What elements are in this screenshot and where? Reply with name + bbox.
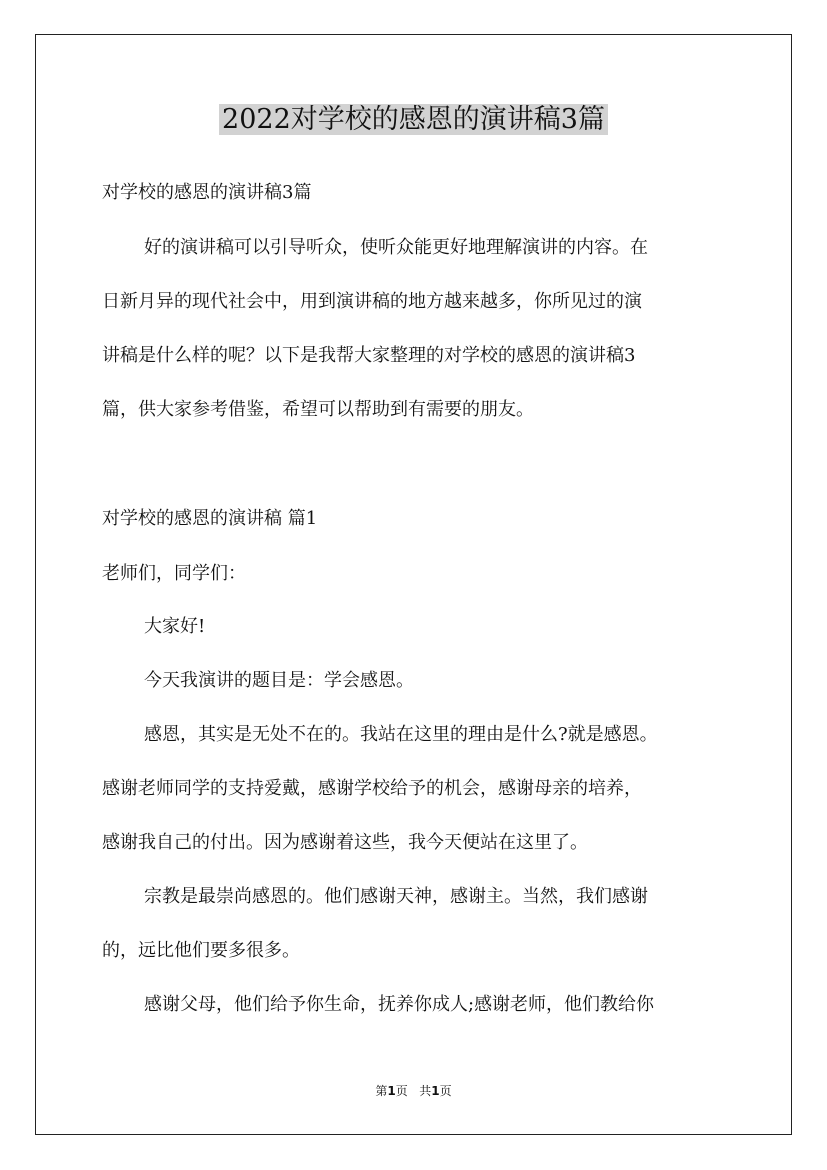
body-line-7: 的，远比他们要多很多。 [102,940,300,961]
document-title-text: 2022对学校的感恩的演讲稿3篇 [219,104,608,135]
page-label-prefix: 第 [375,1084,388,1098]
section-heading: 对学校的感恩的演讲稿 篇1 [102,508,318,529]
document-subtitle: 对学校的感恩的演讲稿3篇 [102,182,312,203]
body-line-6: 宗教是最崇尚感恩的。他们感谢天神，感谢主。当然，我们感谢 [144,886,648,907]
body-line-4: 感谢老师同学的支持爱戴，感谢学校给予的机会，感谢母亲的培养， [102,778,642,799]
body-line-2: 今天我演讲的题目是：学会感恩。 [144,670,414,691]
document-title [0,100,827,140]
total-pages: 1 [431,1084,440,1098]
total-label-suffix: 页 [439,1084,452,1098]
body-line-8: 感谢父母，他们给予你生命，抚养你成人;感谢老师，他们教给你 [144,994,655,1015]
intro-line-2: 日新月异的现代社会中，用到演讲稿的地方越来越多，你所见过的演 [102,291,642,312]
intro-line-4: 篇，供大家参考借鉴，希望可以帮助到有需要的朋友。 [102,399,534,420]
total-label-prefix: 共 [419,1084,432,1098]
body-line-3: 感恩，其实是无处不在的。我站在这里的理由是什么?就是感恩。 [144,724,658,745]
salutation: 老师们，同学们： [102,563,246,584]
intro-line-3: 讲稿是什么样的呢？以下是我帮大家整理的对学校的感恩的演讲稿3 [102,345,636,366]
body-line-1: 大家好! [144,616,206,637]
page-footer [0,1083,827,1099]
intro-line-1: 好的演讲稿可以引导听众，使听众能更好地理解演讲的内容。在 [144,237,648,258]
page-label-suffix: 页 [395,1084,408,1098]
page-number: 1 [387,1084,396,1098]
body-line-5: 感谢我自己的付出。因为感谢着这些，我今天便站在这里了。 [102,832,588,853]
